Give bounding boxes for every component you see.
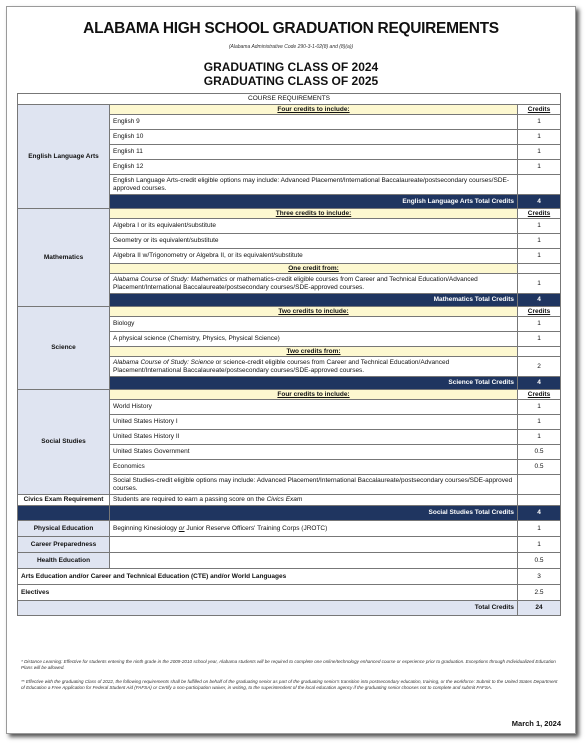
- empty-cell: [110, 553, 518, 569]
- science-label: Science: [18, 307, 110, 390]
- social-total-label: Social Studies Total Credits: [110, 506, 518, 521]
- total-spacer: [18, 506, 110, 521]
- credit-cell: 1: [518, 130, 561, 145]
- empty-cell: [518, 264, 561, 274]
- pe-text-2: Junior Reserve Officers' Training Corps (JROTC): [184, 524, 328, 532]
- credit-cell: 0.5: [518, 445, 561, 460]
- science-note: [110, 357, 518, 377]
- table-row: Biology: [110, 317, 518, 332]
- empty-cell: [518, 495, 561, 506]
- credits-header: Credits: [518, 105, 561, 115]
- credit-cell: 2.5: [518, 585, 561, 601]
- total-credits-label: Total Credits: [18, 601, 518, 616]
- social-sub: Four credits to include:: [110, 390, 518, 400]
- footnote-distance-learning: * Distance Learning: Effective for students entering the ninth grade in the 2009-2010 school year, Alabama students will be required to complete one online/technology enhanced course or experience prior to graduation. Exceptions through Individualized Education Plans will be allowed.: [21, 659, 556, 670]
- math-sub: Three credits to include:: [110, 209, 518, 219]
- credit-cell: 2: [518, 357, 561, 377]
- document-page: [6, 6, 576, 734]
- document-date: March 1, 2024: [511, 719, 561, 728]
- table-row: United States History II: [110, 430, 518, 445]
- footnote-fafsa: ** Effective with the graduating Class of 2022, the following requirements shall be fulfilled on behalf of the graduating senior as part of the graduating senior's transition into postsecondary education, training, or the workforce: Submit to the United States Department of Education a Free Application for Federal Student Aid (FAFSA) or Certify a non-participation waiver, in writing, to the superintendent of the local education agency if the graduating senior chooses not to complete and submit FAFSA.: [21, 679, 558, 690]
- civics-text: [110, 495, 518, 506]
- credits-header: Credits: [518, 209, 561, 219]
- science-note-italic: Alabama Course of Study: Science: [113, 359, 214, 366]
- class-2024-heading: GRADUATING CLASS OF 2024: [203, 60, 379, 74]
- social-note: Social Studies-credit eligible options may include: Advanced Placement/International Baccalaureate/postsecondary courses/SDE-approved courses.: [110, 475, 518, 495]
- credit-cell: 1: [518, 160, 561, 175]
- credits-header: Credits: [518, 390, 561, 400]
- pe-text-1: Beginning Kinesiology: [113, 524, 179, 532]
- civics-label: Civics Exam Requirement: [18, 495, 110, 506]
- empty-cell: [518, 175, 561, 195]
- table-row: English 10: [110, 130, 518, 145]
- math-note-rest: or mathematics-credit eligible courses from Career and Technical Education/Advanced Placement/International Baccalaureate/postsecondary courses/SDE-approved courses.: [113, 276, 478, 291]
- table-row: United States History I: [110, 415, 518, 430]
- pe-text: [110, 521, 518, 537]
- career-label: Career Preparedness: [18, 537, 110, 553]
- math-note: [110, 274, 518, 294]
- civics-text-main: Students are required to earn a passing score on the: [113, 496, 267, 504]
- table-row: A physical science (Chemistry, Physics, Physical Science): [110, 332, 518, 347]
- health-label: Health Education: [18, 553, 110, 569]
- electives-label: Electives: [18, 585, 518, 601]
- pe-or: or: [178, 524, 185, 532]
- science-total-label: Science Total Credits: [110, 377, 518, 390]
- science-sub: Two credits to include:: [110, 307, 518, 317]
- ela-total: 4: [518, 195, 561, 209]
- science-note-rest: or science-credit eligible courses from Career and Technical Education/Advanced Placement/International Baccalaureate/postsecondary courses/SDE-approved courses.: [113, 359, 450, 374]
- credit-cell: 1: [518, 219, 561, 234]
- class-2025-heading: GRADUATING CLASS OF 2025: [203, 74, 379, 88]
- science-sub2: Two credits from:: [110, 347, 518, 357]
- empty-cell: [518, 347, 561, 357]
- arts-label: Arts Education and/or Career and Technical Education (CTE) and/or World Languages: [18, 569, 518, 585]
- credit-cell: 1: [518, 145, 561, 160]
- math-note-italic: Alabama Course of Study: Mathematics: [113, 276, 228, 283]
- table-row: Geometry or its equivalent/substitute: [110, 234, 518, 249]
- table-row: English 9: [110, 115, 518, 130]
- credits-header: Credits: [518, 307, 561, 317]
- table-row: United States Government: [110, 445, 518, 460]
- pe-label: Physical Education: [18, 521, 110, 537]
- table-row: World History: [110, 400, 518, 415]
- credit-cell: 1: [518, 234, 561, 249]
- table-row: Algebra II w/Trigonometry or Algebra II, or its equivalent/substitute: [110, 249, 518, 264]
- math-label: Mathematics: [18, 209, 110, 307]
- credit-cell: 0.5: [518, 553, 561, 569]
- credit-cell: 1: [518, 274, 561, 294]
- credit-cell: 1: [518, 430, 561, 445]
- math-total-label: Mathematics Total Credits: [110, 294, 518, 307]
- credit-cell: 1: [518, 521, 561, 537]
- requirements-table: [17, 93, 561, 616]
- empty-cell: [110, 537, 518, 553]
- credit-cell: 1: [518, 249, 561, 264]
- credit-cell: 1: [518, 317, 561, 332]
- table-row: Economics: [110, 460, 518, 475]
- social-total: 4: [518, 506, 561, 521]
- total-credits: 24: [518, 601, 561, 616]
- credit-cell: 1: [518, 415, 561, 430]
- credit-cell: 3: [518, 569, 561, 585]
- credit-cell: 1: [518, 332, 561, 347]
- ela-total-label: English Language Arts Total Credits: [110, 195, 518, 209]
- social-label: Social Studies: [18, 390, 110, 495]
- credit-cell: 0.5: [518, 460, 561, 475]
- science-total: 4: [518, 377, 561, 390]
- credit-cell: 1: [518, 400, 561, 415]
- ela-label: English Language Arts: [18, 105, 110, 209]
- credit-cell: 1: [518, 537, 561, 553]
- table-row: English 12: [110, 160, 518, 175]
- table-row: English 11: [110, 145, 518, 160]
- civics-text-italic: Civics Exam: [266, 496, 303, 504]
- credit-cell: 1: [518, 115, 561, 130]
- table-header: COURSE REQUIREMENTS: [18, 94, 561, 105]
- table-row: Algebra I or its equivalent/substitute: [110, 219, 518, 234]
- math-sub2: One credit from:: [110, 264, 518, 274]
- ela-sub: Four credits to include:: [110, 105, 518, 115]
- page-title: ALABAMA HIGH SCHOOL GRADUATION REQUIREMENTS: [83, 20, 499, 37]
- ela-note: English Language Arts-credit eligible options may include: Advanced Placement/International Baccalaureate/postsecondary courses/SDE-approved courses.: [110, 175, 518, 195]
- admin-code: (Alabama Administrative Code 290-3-1-02(8) and (8)(a)): [228, 44, 354, 50]
- empty-cell: [518, 475, 561, 495]
- math-total: 4: [518, 294, 561, 307]
